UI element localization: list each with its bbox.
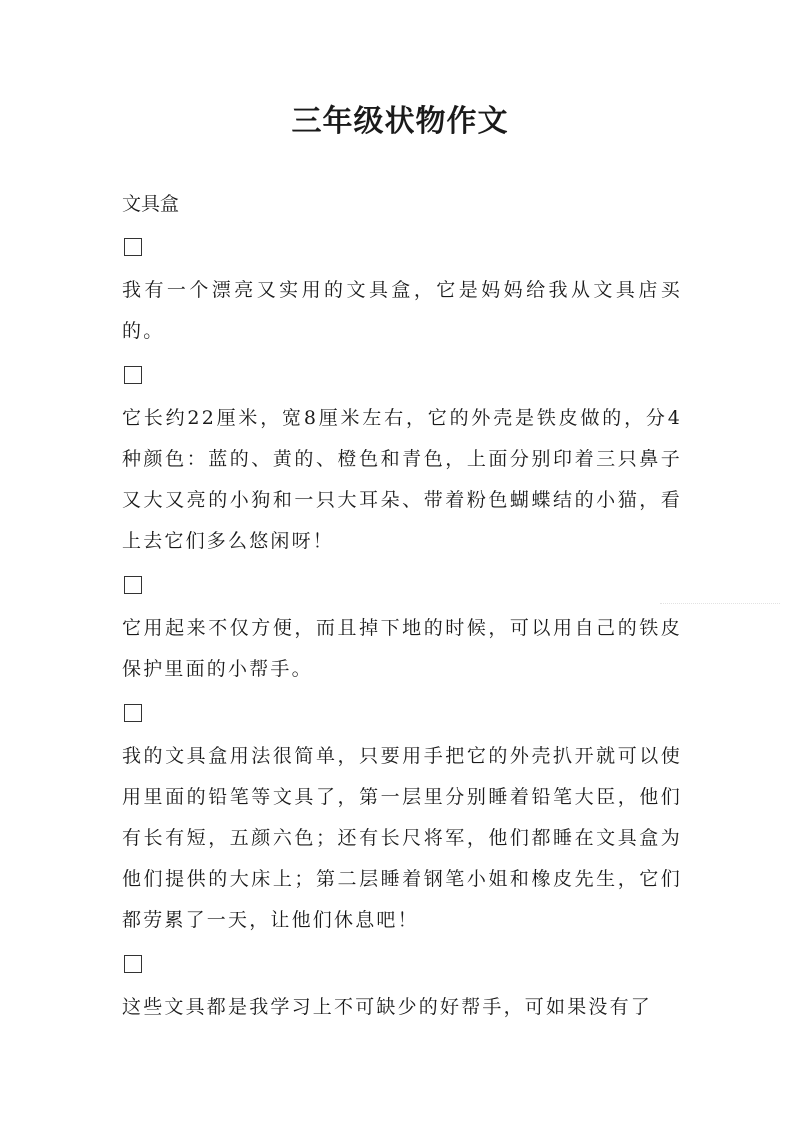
document-title: 三年级状物作文 xyxy=(291,104,509,139)
document-body xyxy=(122,184,682,1042)
paragraph-5: 这些文具都是我学习上不可缺少的好帮手，可如果没有了 xyxy=(122,996,653,1018)
paragraph-2: 它长约22厘米，宽8厘米左右，它的外壳是铁皮做的，分4种颜色：蓝的、黄的、橙色和青色，上面分别印着三只鼻子又大又亮的小狗和一只大耳朵、带着粉色蝴蝶结的小猫，看上去它们多么悠闲呀！ xyxy=(122,407,682,552)
placeholder-box-icon xyxy=(124,238,142,256)
dotted-divider xyxy=(660,603,780,604)
paragraph-4: 我的文具盒用法很简单，只要用手把它的外壳扒开就可以使用里面的铅笔等文具了，第一层里分别睡着铅笔大臣，他们有长有短，五颜六色；还有长尺将军，他们都睡在文具盒为他们提供的大床上；第二层睡着钢笔小姐和橡皮先生，它们都劳累了一天，让他们休息吧！ xyxy=(122,745,682,931)
paragraph-1: 我有一个漂亮又实用的文具盒，它是妈妈给我从文具店买的。 xyxy=(122,279,682,342)
placeholder-box-icon xyxy=(124,955,142,973)
placeholder-box-icon xyxy=(124,366,142,384)
placeholder-box-icon xyxy=(124,704,142,722)
paragraph-3: 它用起来不仅方便，而且掉下地的时候，可以用自己的铁皮保护里面的小帮手。 xyxy=(122,617,682,680)
essay-subtitle: 文具盒 xyxy=(122,193,180,215)
placeholder-box-icon xyxy=(124,576,142,594)
